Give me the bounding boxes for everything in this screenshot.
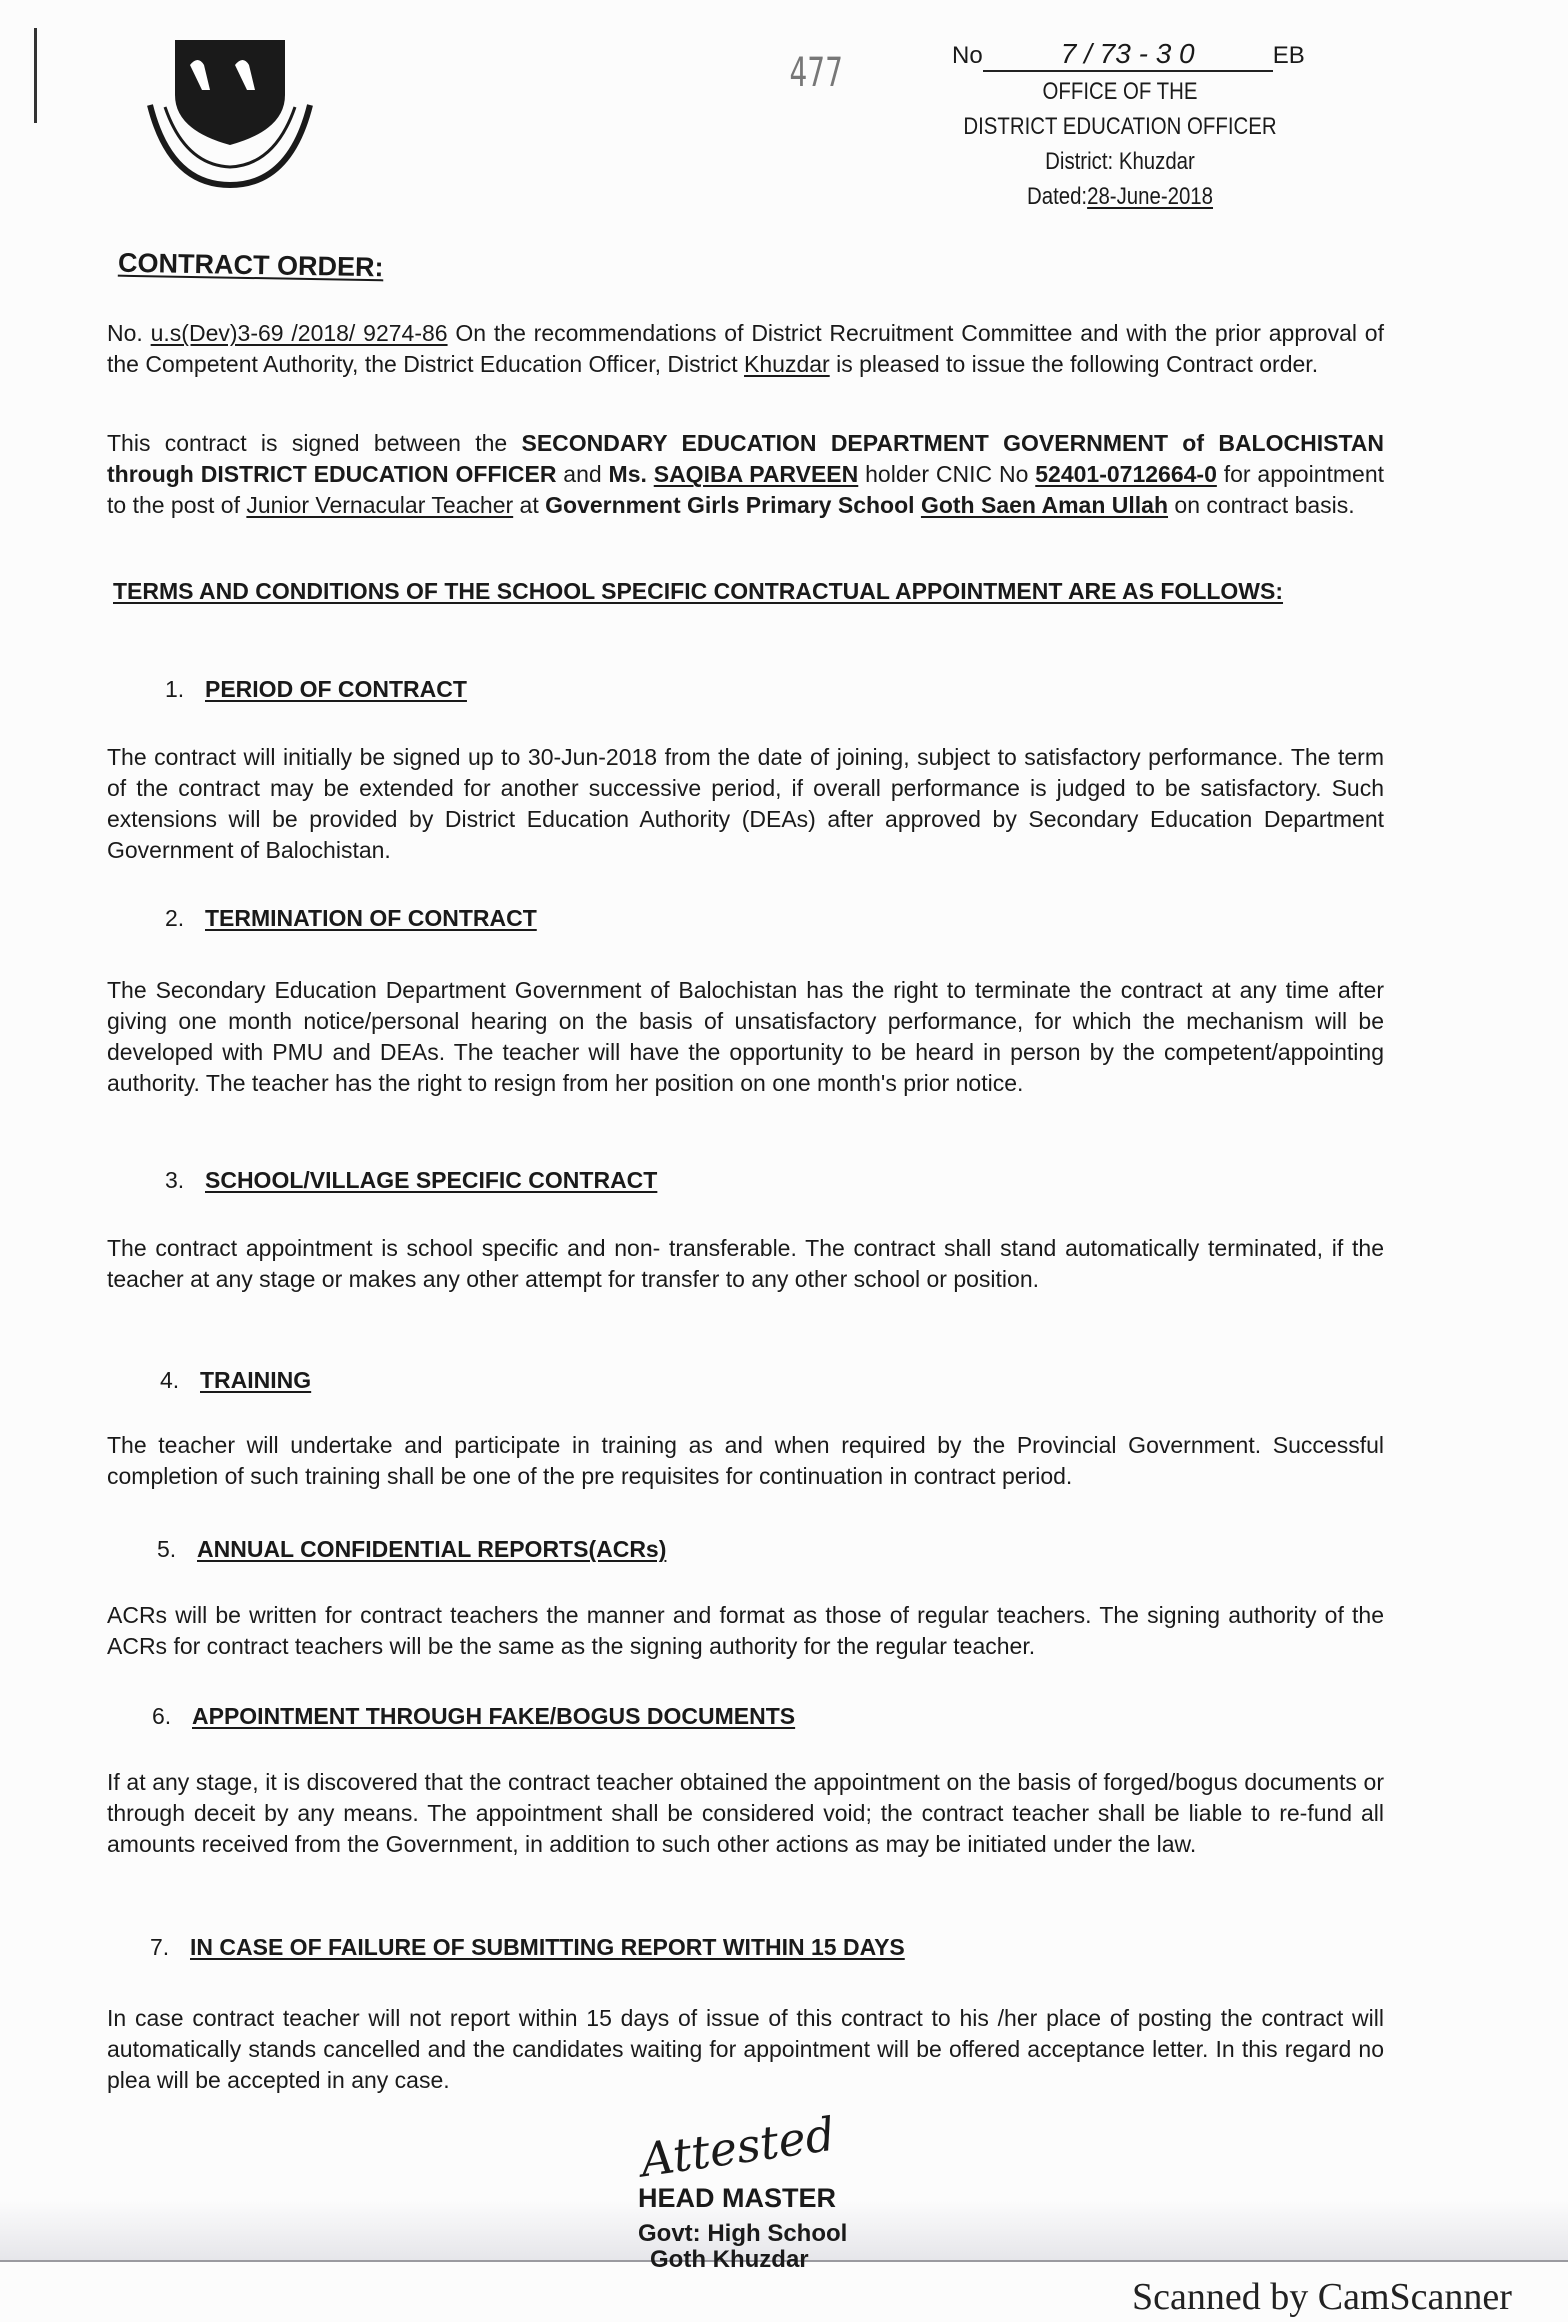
section-number: 2. — [165, 905, 185, 931]
intro-paragraph — [107, 318, 1384, 380]
section-1-heading — [165, 676, 467, 703]
handwritten-number: 477 — [789, 50, 843, 96]
section-4-body: The teacher will undertake and participate in training as and when required by the Provincial Government. Successful completion of such training shall be one of the pre requisites for continuation in contract period. — [107, 1432, 1384, 1489]
contract-text: for appointment to the post of — [107, 461, 1385, 518]
signatory-title: HEAD MASTER — [638, 2183, 837, 2213]
margin-mark — [34, 28, 37, 123]
intro-text-1: On the recommendations of District Recruitment Committee and with the prior approval of the Competent Authority, the District Education Officer, District — [107, 320, 1384, 377]
dated-label: Dated: — [1026, 183, 1088, 210]
section-7-body: In case contract teacher will not report within 15 days of issue of this contract to his /her place of posting the contract will automatically stands cancelled and the candidates waiting for appointment will be offered acceptance letter. In this regard no plea will be accepted in any case. — [107, 2005, 1384, 2093]
reference-number: u.s(Dev)3-69 /2018/ 9274-86 — [150, 320, 448, 346]
number-suffix: EB — [1272, 42, 1305, 69]
terms-heading — [113, 578, 1353, 605]
department-name: SECONDARY EDUCATION DEPARTMENT GOVERNMENT of BALOCHISTAN through DISTRICT EDUCATION OFFICER — [107, 430, 1385, 487]
contract-paragraph — [107, 428, 1384, 521]
school-type: Government Girls Primary School — [545, 492, 921, 518]
section-title: ANNUAL CONFIDENTIAL REPORTS(ACRs) — [197, 1536, 667, 1562]
section-number: 5. — [157, 1536, 177, 1562]
intro-text-2: is pleased to issue the following Contract order. — [829, 351, 1319, 377]
section-1-body: The contract will initially be signed up to 30-Jun-2018 from the date of joining, subject to satisfactory performance. The term of the contract may be extended for another successive period, if overall performance is judged to be satisfactory. Such extensions will be provided by District Education Authority (DEAs) after approved by Secondary Education Department Government of Balochistan. — [107, 744, 1384, 863]
section-5-heading — [157, 1536, 666, 1563]
section-title: TRAINING — [200, 1367, 312, 1393]
section-3-body: The contract appointment is school specific and non- transferable. The contract shall stand automatically terminated, if the teacher at any stage or makes any other attempt for transfer to any other school or position. — [107, 1235, 1384, 1292]
contract-text: and — [556, 461, 609, 487]
section-title: TERMINATION OF CONTRACT — [205, 905, 537, 931]
contract-text: at — [513, 492, 546, 518]
section-title: IN CASE OF FAILURE OF SUBMITTING REPORT WITHIN 15 DAYS — [190, 1934, 905, 1960]
section-5-body: ACRs will be written for contract teachers the manner and format as those of regular teachers. The signing authority of the ACRs for contract teachers will be the same as the signing authority for the regular teacher. — [107, 1602, 1384, 1659]
document-number — [952, 38, 1305, 72]
signatory-school: Govt: High School — [638, 2220, 848, 2247]
section-2-heading — [165, 905, 537, 932]
section-4-heading — [160, 1367, 311, 1394]
contract-text: on contract basis. — [1168, 492, 1355, 518]
section-title: PERIOD OF CONTRACT — [205, 676, 467, 702]
title-text: CONTRACT ORDER: — [117, 247, 384, 283]
section-title: SCHOOL/VILLAGE SPECIFIC CONTRACT — [205, 1167, 658, 1193]
section-number: 4. — [160, 1367, 180, 1393]
section-7-heading — [150, 1934, 905, 1961]
cnic-number: 52401-0712664-0 — [1035, 461, 1217, 487]
government-emblem-logo — [130, 35, 330, 200]
section-number: 7. — [150, 1934, 170, 1960]
contract-text: holder CNIC No — [858, 461, 1036, 487]
contract-text: This contract is signed between the — [107, 430, 522, 456]
scanner-watermark: Scanned by CamScanner — [1132, 2276, 1512, 2318]
page-title — [118, 248, 384, 284]
number-value: 7 / 73 - 3 0 — [983, 38, 1273, 72]
dated-value: 28-June-2018 — [1087, 183, 1214, 210]
office-line-1: OFFICE OF THE — [1042, 78, 1198, 105]
terms-heading-text: TERMS AND CONDITIONS OF THE SCHOOL SPECIFIC CONTRACTUAL APPOINTMENT ARE AS FOLLOWS: — [113, 578, 1284, 604]
ref-prefix: No. — [107, 320, 151, 346]
district-line: District: Khuzdar — [1045, 148, 1195, 175]
post-name: Junior Vernacular Teacher — [246, 492, 514, 518]
attested-signature: Attested — [637, 2106, 839, 2188]
section-6-heading — [152, 1703, 795, 1730]
section-2-body: The Secondary Education Department Government of Balochistan has the right to terminate the contract at any time after giving one month notice/personal hearing on the basis of unsatisfactory performance, for which the mechanism will be developed with PMU and DEAs. The teacher will have the opportunity to be heard in person by the competent/appointing authority. The teacher has the right to resign from her position on one month's prior notice. — [107, 977, 1384, 1096]
office-line-2: DISTRICT EDUCATION OFFICER — [963, 113, 1277, 140]
section-3-heading — [165, 1167, 657, 1194]
number-prefix: No — [952, 42, 983, 69]
section-number: 1. — [165, 676, 185, 702]
dated-line — [950, 183, 1290, 211]
signatory-place: Goth Khuzdar — [650, 2246, 809, 2273]
intro-district: Khuzdar — [744, 351, 830, 377]
section-number: 3. — [165, 1167, 185, 1193]
teacher-name: SAQIBA PARVEEN — [653, 461, 859, 487]
school-name: Goth Saen Aman Ullah — [920, 492, 1169, 518]
section-title: APPOINTMENT THROUGH FAKE/BOGUS DOCUMENTS — [192, 1703, 796, 1729]
section-6-body: If at any stage, it is discovered that the contract teacher obtained the appointment on the basis of forged/bogus documents or through deceit by any means. The appointment shall be considered void; the contract teacher shall be liable to re-fund all amounts received from the Government, in addition to such other actions as may be initiated under the law. — [107, 1769, 1384, 1857]
title-ms: Ms. — [608, 461, 654, 487]
section-number: 6. — [152, 1703, 172, 1729]
